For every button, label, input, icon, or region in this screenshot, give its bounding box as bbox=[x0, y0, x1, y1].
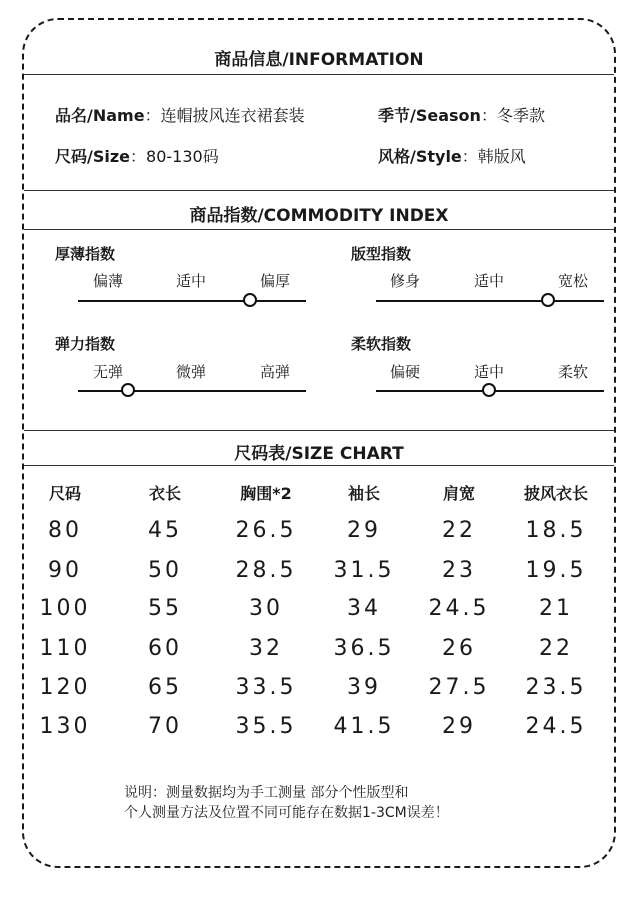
table-cell: 24.5 bbox=[428, 596, 490, 621]
table-cell: 28.5 bbox=[235, 558, 297, 583]
table-cell: 35.5 bbox=[235, 714, 297, 739]
table-cell: 130 bbox=[39, 714, 91, 739]
table-cell: 18.5 bbox=[525, 518, 587, 543]
info-style-value: ：韩版风 bbox=[461, 147, 526, 166]
table-cell: 27.5 bbox=[428, 675, 490, 700]
info-size-key: 尺码/Size bbox=[55, 147, 131, 166]
table-cell: 110 bbox=[39, 636, 91, 661]
table-header: 胸围*2 bbox=[240, 484, 292, 503]
table-header: 衣长 bbox=[148, 484, 181, 503]
index-scale-label: 偏硬 bbox=[389, 363, 420, 381]
table-cell: 39 bbox=[347, 675, 381, 700]
table-cell: 50 bbox=[148, 558, 182, 583]
index-marker bbox=[541, 293, 555, 307]
table-cell: 100 bbox=[39, 596, 91, 621]
index-scale-label: 无弹 bbox=[92, 363, 123, 381]
index-scale-label: 偏厚 bbox=[259, 272, 290, 290]
index-scale-label: 修身 bbox=[389, 272, 420, 290]
info-name-value: ：连帽披风连衣裙套装 bbox=[144, 106, 305, 125]
table-cell: 29 bbox=[347, 518, 381, 543]
index-track bbox=[78, 390, 306, 392]
table-cell: 90 bbox=[48, 558, 82, 583]
table-cell: 30 bbox=[249, 596, 283, 621]
index-title: 厚薄指数 bbox=[55, 245, 116, 263]
note-line-1: 说明：测量数据均为手工测量 部分个性版型和 bbox=[124, 785, 409, 801]
info-name-key: 品名/Name bbox=[55, 106, 145, 125]
index-marker bbox=[482, 383, 496, 397]
size-chart-title: 尺码表/SIZE CHART bbox=[234, 444, 404, 464]
table-cell: 60 bbox=[148, 636, 182, 661]
index-scale-label: 适中 bbox=[175, 272, 206, 290]
info-season-value: ：冬季款 bbox=[480, 106, 545, 125]
index-track bbox=[376, 300, 604, 302]
index-scale-label: 宽松 bbox=[557, 272, 588, 290]
table-cell: 34 bbox=[347, 596, 381, 621]
table-cell: 22 bbox=[442, 518, 476, 543]
table-cell: 26.5 bbox=[235, 518, 297, 543]
table-cell: 36.5 bbox=[333, 636, 395, 661]
note-line-2: 个人测量方法及位置不同可能存在数据1-3CM误差！ bbox=[124, 805, 449, 821]
table-cell: 23.5 bbox=[525, 675, 587, 700]
table-cell: 65 bbox=[148, 675, 182, 700]
table-cell: 41.5 bbox=[333, 714, 395, 739]
divider bbox=[24, 229, 614, 230]
index-marker bbox=[243, 293, 257, 307]
table-cell: 70 bbox=[148, 714, 182, 739]
info-season-key: 季节/Season bbox=[378, 106, 481, 125]
table-header: 尺码 bbox=[48, 484, 81, 503]
index-scale-label: 高弹 bbox=[259, 363, 290, 381]
divider bbox=[24, 190, 614, 191]
note bbox=[124, 783, 449, 823]
index-scale-label: 柔软 bbox=[557, 363, 588, 381]
information-title: 商品信息/INFORMATION bbox=[214, 50, 424, 70]
index-scale-label: 适中 bbox=[473, 363, 504, 381]
table-cell: 55 bbox=[148, 596, 182, 621]
table-cell: 80 bbox=[48, 518, 82, 543]
table-cell: 23 bbox=[442, 558, 476, 583]
info-style bbox=[378, 144, 526, 167]
table-cell: 45 bbox=[148, 518, 182, 543]
info-size-value: ：80-130码 bbox=[130, 147, 219, 166]
index-scale-label: 适中 bbox=[473, 272, 504, 290]
table-cell: 19.5 bbox=[525, 558, 587, 583]
commodity-index-title: 商品指数/COMMODITY INDEX bbox=[189, 206, 449, 226]
info-season bbox=[378, 103, 545, 126]
table-cell: 120 bbox=[39, 675, 91, 700]
table-cell: 24.5 bbox=[525, 714, 587, 739]
index-track bbox=[78, 300, 306, 302]
table-cell: 22 bbox=[539, 636, 573, 661]
info-size bbox=[55, 144, 219, 167]
divider bbox=[24, 430, 614, 431]
divider bbox=[24, 465, 614, 466]
index-scale-label: 偏薄 bbox=[92, 272, 123, 290]
index-marker bbox=[121, 383, 135, 397]
table-cell: 29 bbox=[442, 714, 476, 739]
table-header: 袖长 bbox=[347, 484, 380, 503]
info-name bbox=[55, 103, 305, 126]
index-title: 弹力指数 bbox=[55, 335, 116, 353]
table-cell: 33.5 bbox=[235, 675, 297, 700]
index-title: 柔软指数 bbox=[351, 335, 412, 353]
table-header: 披风衣长 bbox=[523, 484, 588, 503]
table-cell: 31.5 bbox=[333, 558, 395, 583]
index-title: 版型指数 bbox=[351, 245, 412, 263]
table-cell: 32 bbox=[249, 636, 283, 661]
table-header: 肩宽 bbox=[442, 484, 475, 503]
info-style-key: 风格/Style bbox=[378, 147, 462, 166]
table-cell: 26 bbox=[442, 636, 476, 661]
table-cell: 21 bbox=[539, 596, 573, 621]
divider bbox=[24, 74, 614, 75]
index-scale-label: 微弹 bbox=[175, 363, 206, 381]
